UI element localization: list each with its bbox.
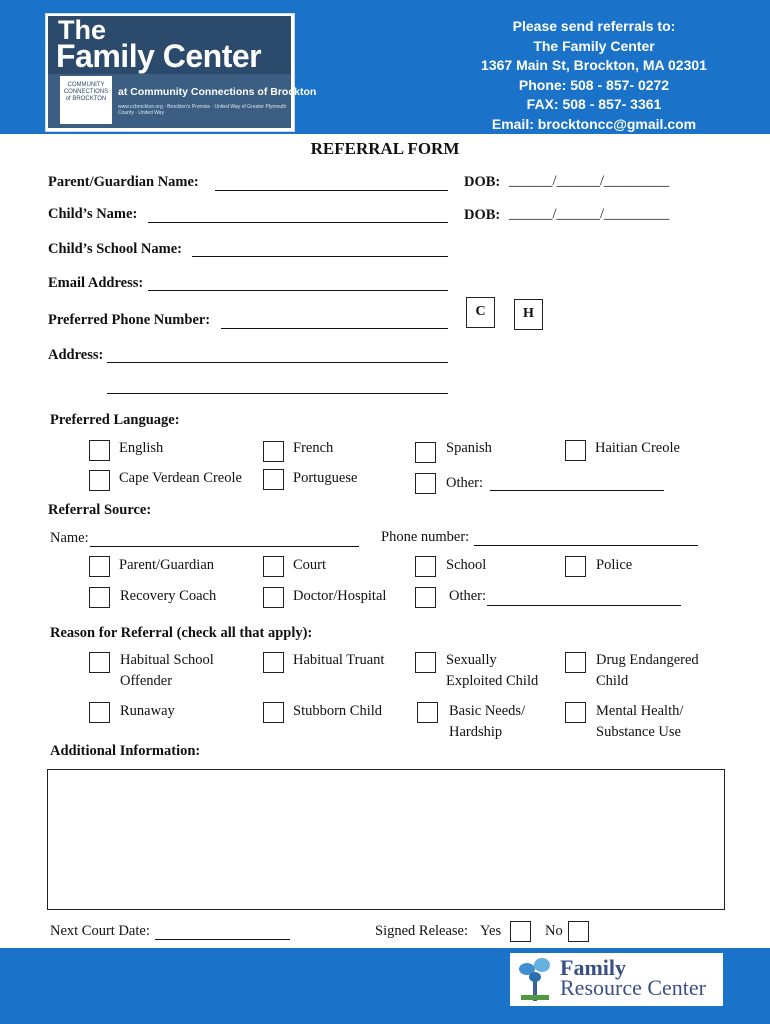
reason-line: Hardship: [449, 724, 503, 740]
email-label: Email Address:: [48, 275, 144, 291]
contact-line: Email: brocktoncc@gmail.com: [491, 115, 697, 132]
mental-health-label: [596, 701, 683, 743]
release-no-label: No: [545, 923, 563, 939]
release-no-checkbox[interactable]: [568, 921, 589, 942]
frc-line-1: Family: [560, 955, 626, 980]
source-name-label: Name:: [50, 530, 89, 546]
runaway-checkbox[interactable]: [89, 702, 110, 723]
habitual-truant-label: Habitual Truant: [293, 652, 385, 668]
sexually-exploited-label: [446, 650, 538, 692]
drug-endangered-checkbox[interactable]: [565, 652, 586, 673]
source-other-label: Other:: [449, 588, 487, 604]
logo-family-center: Family Center: [56, 38, 262, 74]
doctor-hospital-checkbox[interactable]: [263, 587, 284, 608]
stubborn-child-label: Stubborn Child: [293, 703, 383, 719]
reason-line: Basic Needs/: [449, 703, 526, 719]
logo-partners-text: www.ccbrockton.org · Brockton's Promise · United Way of Greater Plymouth County · United Way: [118, 104, 287, 116]
portuguese-label: Portuguese: [293, 470, 358, 486]
reason-line: Child: [596, 673, 629, 689]
reason-line: Exploited Child: [446, 673, 539, 689]
cape-verdean-label: Cape Verdean Creole: [119, 470, 242, 486]
source-other-field[interactable]: [487, 605, 681, 606]
logo-at-text: at Community Connections of Brockton: [118, 86, 317, 98]
parent-guardian-label: Parent/Guardian: [119, 557, 215, 573]
contact-line: 1367 Main St, Brockton, MA 02301: [481, 57, 707, 73]
address-field-2[interactable]: [107, 393, 448, 394]
reason-line: Sexually: [446, 652, 497, 668]
habitual-truant-checkbox[interactable]: [263, 652, 284, 673]
contact-block: [420, 17, 768, 134]
haitian-creole-label: Haitian Creole: [595, 440, 680, 456]
home-phone-box[interactable]: H: [514, 299, 543, 330]
french-label: French: [293, 440, 334, 456]
court-date-field[interactable]: [155, 939, 290, 940]
community-connections-text: COMMUNITY CONNECTIONS of BROCKTON: [63, 82, 109, 102]
english-label: English: [119, 440, 164, 456]
court-checkbox[interactable]: [263, 556, 284, 577]
language-other-checkbox[interactable]: [415, 473, 436, 494]
language-other-label: Other:: [446, 475, 484, 491]
email-field[interactable]: [148, 290, 448, 291]
tree-icon: [515, 955, 555, 1005]
phone-field[interactable]: [221, 328, 448, 329]
address-field-1[interactable]: [107, 362, 448, 363]
contact-line: FAX: 508 - 857- 3361: [526, 96, 662, 112]
reason-line: Drug Endangered: [596, 652, 699, 668]
doctor-hospital-label: Doctor/Hospital: [293, 588, 387, 604]
language-other-field[interactable]: [490, 490, 664, 491]
address-label: Address:: [48, 347, 104, 363]
cell-phone-box[interactable]: C: [466, 297, 495, 328]
release-yes-label: Yes: [480, 923, 502, 939]
release-yes-checkbox[interactable]: [510, 921, 531, 942]
source-phone-field[interactable]: [474, 545, 698, 546]
additional-info-textarea[interactable]: [47, 769, 725, 910]
habitual-school-offender-checkbox[interactable]: [89, 652, 110, 673]
cape-verdean-checkbox[interactable]: [89, 470, 110, 491]
spanish-label: Spanish: [446, 440, 492, 456]
phone-label: Preferred Phone Number:: [48, 312, 211, 328]
sexually-exploited-checkbox[interactable]: [415, 652, 436, 673]
source-phone-label: Phone number:: [381, 529, 470, 545]
parent-guardian-checkbox[interactable]: [89, 556, 110, 577]
court-label: Court: [293, 557, 327, 573]
haitian-creole-checkbox[interactable]: [565, 440, 586, 461]
source-heading: Referral Source:: [48, 502, 152, 518]
child-name-label: Child’s Name:: [48, 206, 138, 222]
french-checkbox[interactable]: [263, 441, 284, 462]
signed-release-label: Signed Release:: [375, 923, 469, 939]
spanish-checkbox[interactable]: [415, 442, 436, 463]
contact-line: Please send referrals to:: [512, 18, 676, 34]
drug-endangered-label: [596, 650, 699, 692]
source-other-checkbox[interactable]: [415, 587, 436, 608]
language-heading: Preferred Language:: [50, 412, 180, 428]
child-dob-field[interactable]: ______/______/_________: [509, 206, 670, 222]
court-date-label: Next Court Date:: [50, 923, 150, 939]
basic-needs-checkbox[interactable]: [417, 702, 438, 723]
reason-line: Mental Health/: [596, 703, 684, 719]
stubborn-child-checkbox[interactable]: [263, 702, 284, 723]
police-label: Police: [596, 557, 633, 573]
recovery-coach-label: Recovery Coach: [120, 588, 217, 604]
additional-heading: Additional Information:: [50, 743, 201, 759]
reason-line: Habitual School: [120, 652, 214, 668]
reason-line: Substance Use: [596, 724, 681, 740]
child-name-field[interactable]: [148, 222, 448, 223]
logo-the: The: [58, 15, 107, 45]
contact-line: The Family Center: [533, 37, 655, 54]
police-checkbox[interactable]: [565, 556, 586, 577]
school-name-field[interactable]: [192, 256, 448, 257]
parent-dob-label: DOB:: [464, 174, 501, 190]
mental-health-checkbox[interactable]: [565, 702, 586, 723]
school-name-label: Child’s School Name:: [48, 241, 182, 257]
school-label: School: [446, 557, 487, 573]
parent-dob-field[interactable]: ______/______/_________: [509, 173, 670, 189]
parent-name-field[interactable]: [215, 190, 448, 191]
frc-line-2: Resource Center: [560, 975, 706, 1000]
source-name-field[interactable]: [90, 546, 359, 547]
form-title: REFERRAL FORM: [310, 139, 460, 158]
contact-line: Phone: 508 - 857- 0272: [518, 76, 670, 93]
runaway-label: Runaway: [120, 703, 175, 719]
reason-heading: Reason for Referral (check all that apply):: [50, 625, 313, 641]
english-checkbox[interactable]: [89, 440, 110, 461]
parent-name-label: Parent/Guardian Name:: [48, 174, 199, 190]
basic-needs-label: [449, 701, 525, 743]
recovery-coach-checkbox[interactable]: [89, 587, 110, 608]
habitual-school-offender-label: [120, 650, 214, 692]
school-checkbox[interactable]: [415, 556, 436, 577]
portuguese-checkbox[interactable]: [263, 469, 284, 490]
reason-line: Offender: [120, 673, 173, 689]
child-dob-label: DOB:: [464, 207, 501, 223]
